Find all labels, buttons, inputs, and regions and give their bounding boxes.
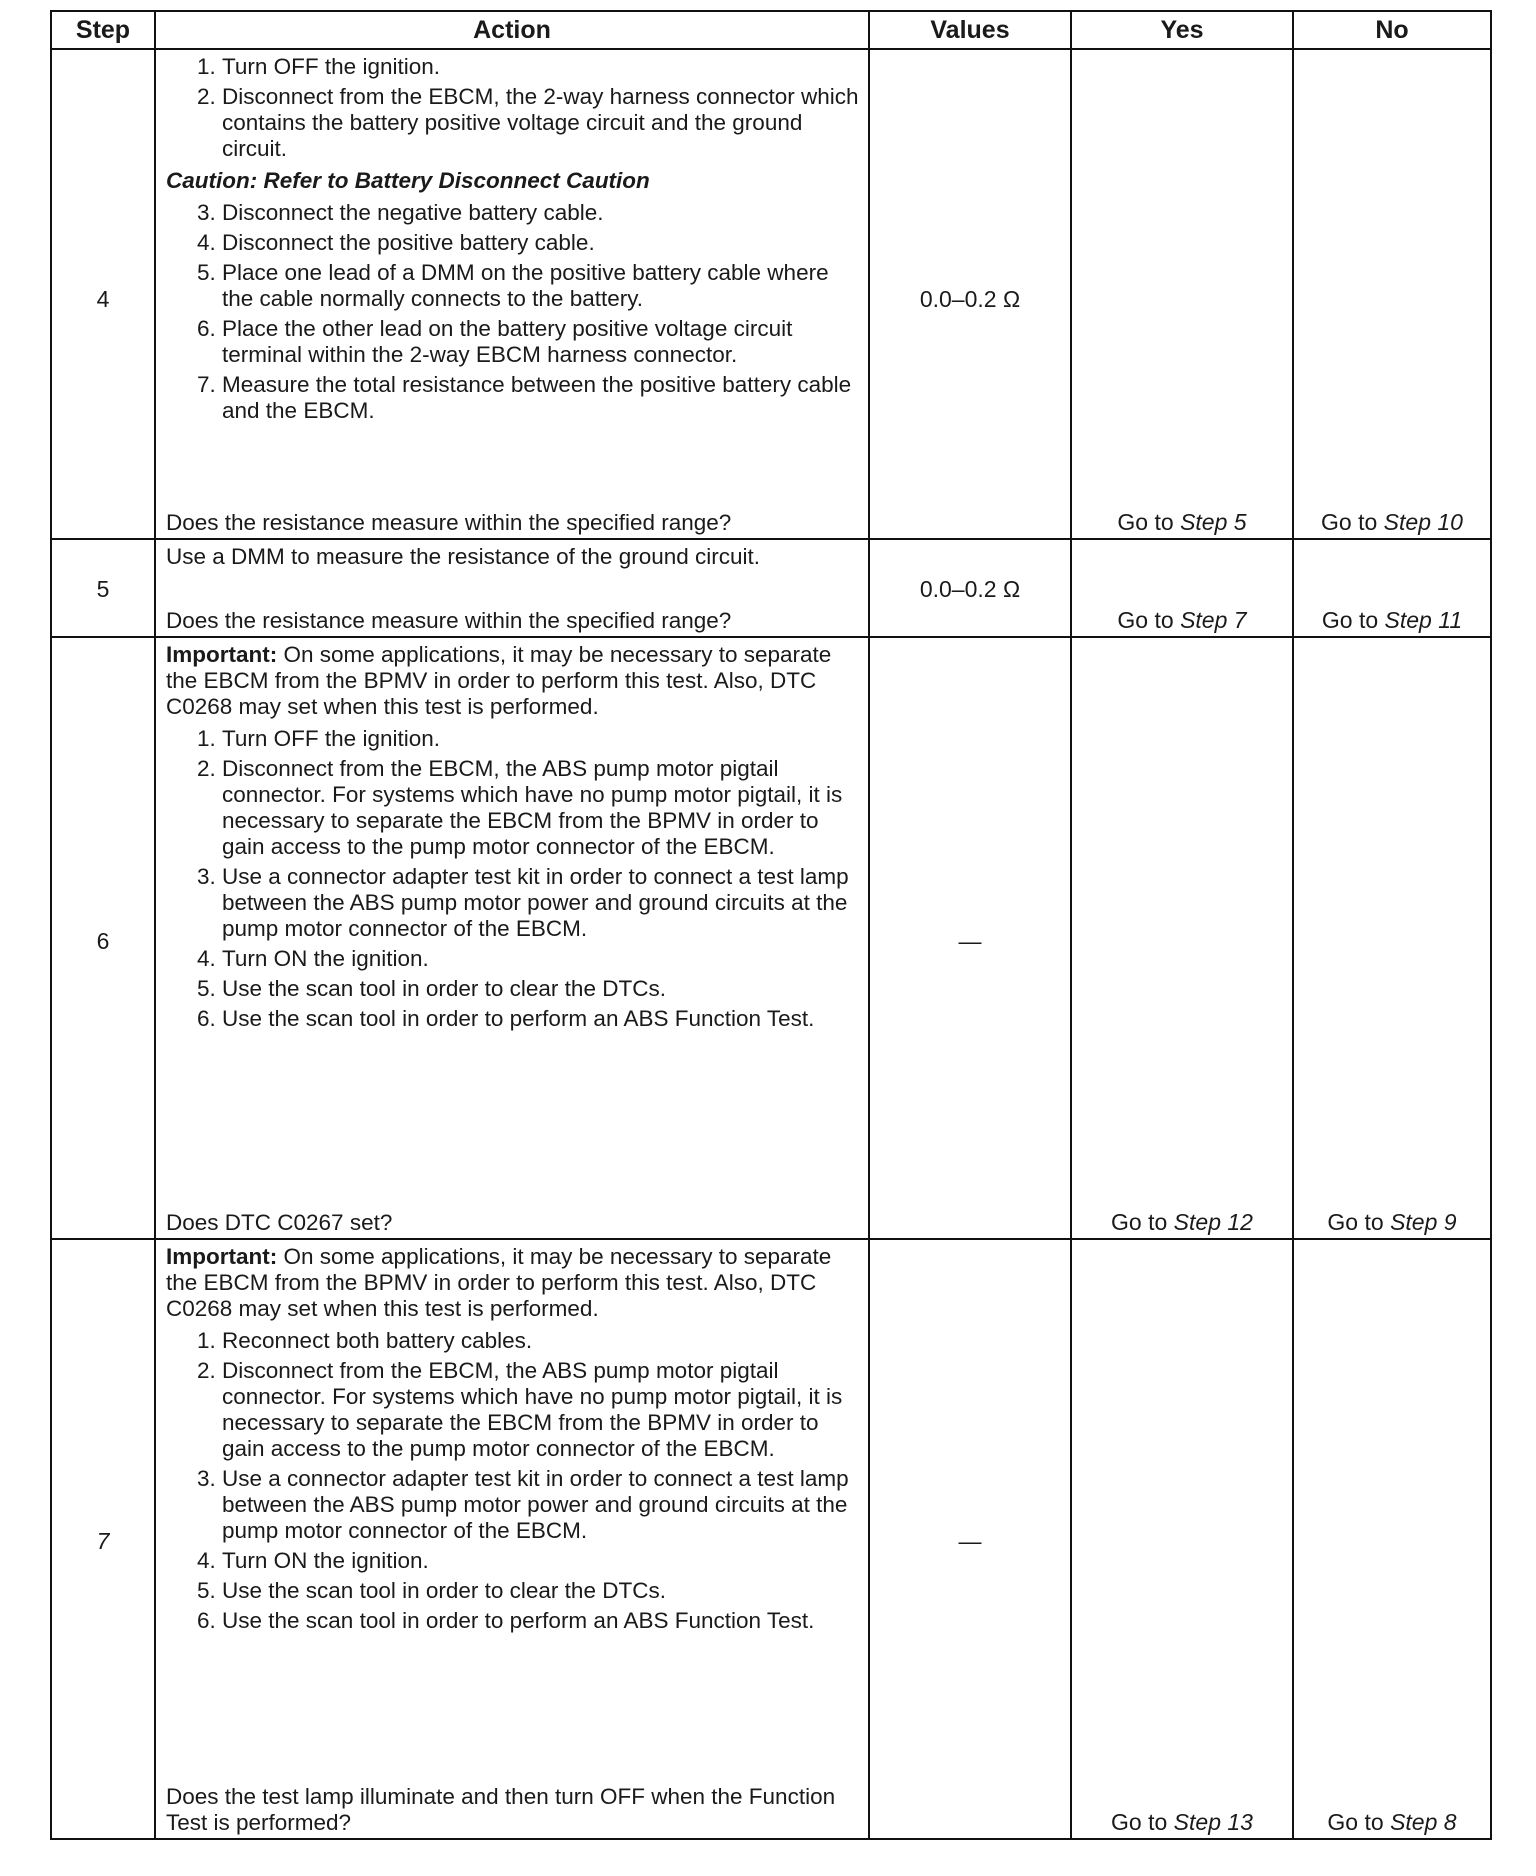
header-values: Values <box>870 12 1072 48</box>
step-number: 7 <box>96 1528 110 1554</box>
list-item: 5. Place one lead of a DMM on the positive battery cable where the cable normally connects to the battery. <box>222 260 860 312</box>
list-item: 4. Turn ON the ignition. <box>222 1548 860 1574</box>
yes-goto: Go to Step 5 <box>1117 509 1247 535</box>
list-item: 3. Use a connector adapter test kit in order to connect a test lamp between the ABS pump motor power and ground circuits at the pump motor connector of the EBCM. <box>222 864 860 942</box>
no-goto: Go to Step 8 <box>1327 1809 1457 1835</box>
step-number: 6 <box>96 928 110 954</box>
action-text: Use a DMM to measure the resistance of the ground circuit. <box>166 544 761 569</box>
header-action: Action <box>156 12 870 48</box>
list-item: 5. Use the scan tool in order to clear the DTCs. <box>222 1578 860 1604</box>
action-list <box>166 200 860 424</box>
no-goto: Go to Step 9 <box>1327 1209 1457 1235</box>
list-item: 4. Turn ON the ignition. <box>222 946 860 972</box>
question-text: Does DTC C0267 set? <box>166 1210 393 1235</box>
step-number: 5 <box>96 576 110 602</box>
list-item: 6. Use the scan tool in order to perform an ABS Function Test. <box>222 1006 860 1032</box>
value-text: — <box>958 1528 982 1554</box>
table-row <box>52 638 1490 1240</box>
yes-goto: Go to Step 12 <box>1111 1209 1253 1235</box>
important-note: Important: On some applications, it may be necessary to separate the EBCM from the BPMV in order to perform this test. Also, DTC C0268 may set when this test is performed. <box>166 642 832 719</box>
step-number: 4 <box>96 286 110 312</box>
header-yes: Yes <box>1072 12 1294 48</box>
value-text: 0.0–0.2 Ω <box>919 286 1021 312</box>
list-item: 6. Use the scan tool in order to perform an ABS Function Test. <box>222 1608 860 1634</box>
value-text: — <box>958 928 982 954</box>
list-item: 6. Place the other lead on the battery positive voltage circuit terminal within the 2-way EBCM harness connector. <box>222 316 860 368</box>
list-item: 4. Disconnect the positive battery cable. <box>222 230 860 256</box>
question-text: Does the resistance measure within the specified range? <box>166 608 732 633</box>
no-goto: Go to Step 10 <box>1321 509 1463 535</box>
action-list <box>166 1328 860 1634</box>
question-text: Does the test lamp illuminate and then turn OFF when the Function Test is performed? <box>166 1784 836 1835</box>
question-text: Does the resistance measure within the specified range? <box>166 510 732 535</box>
list-item: 1. Reconnect both battery cables. <box>222 1328 860 1354</box>
table-row <box>52 1240 1490 1838</box>
table-header <box>52 12 1490 50</box>
action-text <box>166 1244 860 1838</box>
header-step: Step <box>52 12 156 48</box>
diagnostic-table <box>50 10 1492 1840</box>
no-goto: Go to Step 11 <box>1321 607 1463 633</box>
list-item: 2. Disconnect from the EBCM, the 2-way harness connector which contains the battery positive voltage circuit and the ground circuit. <box>222 84 860 162</box>
caution-note: Caution: Refer to Battery Disconnect Caution <box>166 168 650 193</box>
list-item: 2. Disconnect from the EBCM, the ABS pump motor pigtail connector. For systems which have no pump motor pigtail, it is necessary to separate the EBCM from the BPMV in order to gain access to the pump motor connector of the EBCM. <box>222 756 860 860</box>
yes-goto: Go to Step 7 <box>1117 607 1247 633</box>
list-item: 1. Turn OFF the ignition. <box>222 726 860 752</box>
list-item: 5. Use the scan tool in order to clear the DTCs. <box>222 976 860 1002</box>
list-item: 3. Disconnect the negative battery cable. <box>222 200 860 226</box>
action-list <box>166 54 860 162</box>
value-text: 0.0–0.2 Ω <box>919 576 1021 602</box>
action-text <box>166 642 860 1238</box>
header-no: No <box>1375 15 1409 44</box>
list-item: 2. Disconnect from the EBCM, the ABS pump motor pigtail connector. For systems which have no pump motor pigtail, it is necessary to separate the EBCM from the BPMV in order to gain access to the pump motor connector of the EBCM. <box>222 1358 860 1462</box>
list-item: 7. Measure the total resistance between the positive battery cable and the EBCM. <box>222 372 860 424</box>
yes-goto: Go to Step 13 <box>1111 1809 1253 1835</box>
important-note: Important: On some applications, it may be necessary to separate the EBCM from the BPMV in order to perform this test. Also, DTC C0268 may set when this test is performed. <box>166 1244 832 1321</box>
list-item: 3. Use a connector adapter test kit in order to connect a test lamp between the ABS pump motor power and ground circuits at the pump motor connector of the EBCM. <box>222 1466 860 1544</box>
table-row <box>52 50 1490 540</box>
action-text <box>166 54 860 538</box>
list-item: 1. Turn OFF the ignition. <box>222 54 860 80</box>
table-row <box>52 540 1490 638</box>
action-list <box>166 726 860 1032</box>
